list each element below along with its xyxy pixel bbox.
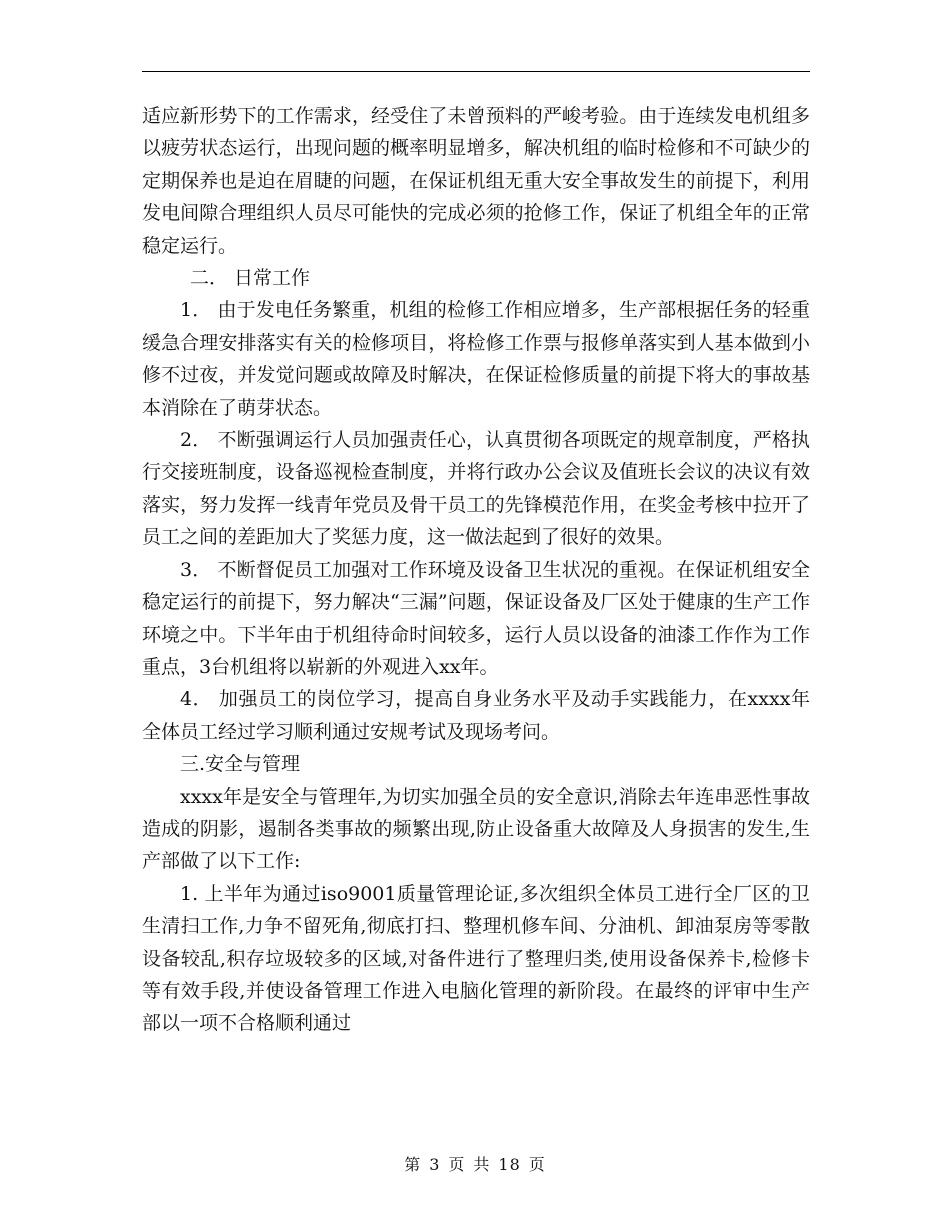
footer-total-unit: 页 xyxy=(528,1155,546,1174)
paragraph-item-3: 3． 不断督促员工加强对工作环境及设备卫生状况的重视。在保证机组安全稳定运行的前提下，努力解决“三漏”问题，保证设备及厂区处于健康的生产工作环境之中。下半年由于机组待命时间较多，运行人员以设备的油漆工作作为工作重点，3台机组将以崭新的外观进入xx年。 xyxy=(142,558,810,678)
footer-total-label: 共 xyxy=(473,1155,491,1174)
page-footer xyxy=(0,1152,950,1175)
paragraph-continuation: 适应新形势下的工作需求，经受住了未曾预料的严峻考验。由于连续发电机组多以疲劳状态运行，出现问题的概率明显增多，解决机组的临时检修和不可缺少的定期保养也是迫在眉睫的问题，在保证机组无重大安全事故发生的前提下，利用发电间隙合理组织人员尽可能快的完成必须的抢修工作，保证了机组全年的正常稳定运行。 xyxy=(142,105,810,257)
footer-total-pages: 18 xyxy=(498,1155,521,1174)
footer-page-unit: 页 xyxy=(448,1155,466,1174)
paragraph-item-2: 2． 不断强调运行人员加强责任心，认真贯彻各项既定的规章制度，严格执行交接班制度，设备巡视检查制度，并将行政办公会议及值班长会议的决议有效落实，努力发挥一线青年党员及骨干员工的先锋模范作用，在奖金考核中拉开了员工之间的差距加大了奖惩力度，这一做法起到了很好的效果。 xyxy=(142,429,810,549)
footer-page-number: 3 xyxy=(429,1155,441,1174)
paragraph-safety-item-1: 1. 上半年为通过iso9001质量管理论证,多次组织全体员工进行全厂区的卫生清扫工作,力争不留死角,彻底打扫、整理机修车间、分油机、卸油泵房等零散设备较乱,积存垃圾较多的区域,对备件进行了整理归类,使用设备保养卡,检修卡等有效手段,并使设备管理工作进入电脑化管理的新阶段。在最终的评审中生产部以一项不合格顺利通过 xyxy=(142,882,810,1035)
header-rule xyxy=(142,71,810,72)
footer-page-label: 第 xyxy=(404,1155,422,1174)
paragraph-item-4: 4． 加强员工的岗位学习，提高自身业务水平及动手实践能力，在xxxx年全体员工经过学习顺利通过安规考试及现场考问。 xyxy=(142,688,810,743)
section-heading-safety: 三.安全与管理 xyxy=(180,753,301,776)
paragraph-safety-intro: xxxx年是安全与管理年,为切实加强全员的安全意识,消除去年连串恶性事故造成的阴影，遏制各类事故的频繁出现,防止设备重大故障及人身损害的发生,生产部做了以下工作: xyxy=(142,785,810,873)
paragraph-item-1: 1． 由于发电任务繁重，机组的检修工作相应增多，生产部根据任务的轻重缓急合理安排落实有关的检修项目，将检修工作票与报修单落实到人基本做到小修不过夜，并发觉问题或故障及时解决，在保证检修质量的前提下将大的事故基本消除在了萌芽状态。 xyxy=(142,299,810,419)
document-body xyxy=(142,100,810,1040)
section-heading-daily-work: 二． 日常工作 xyxy=(190,267,311,290)
